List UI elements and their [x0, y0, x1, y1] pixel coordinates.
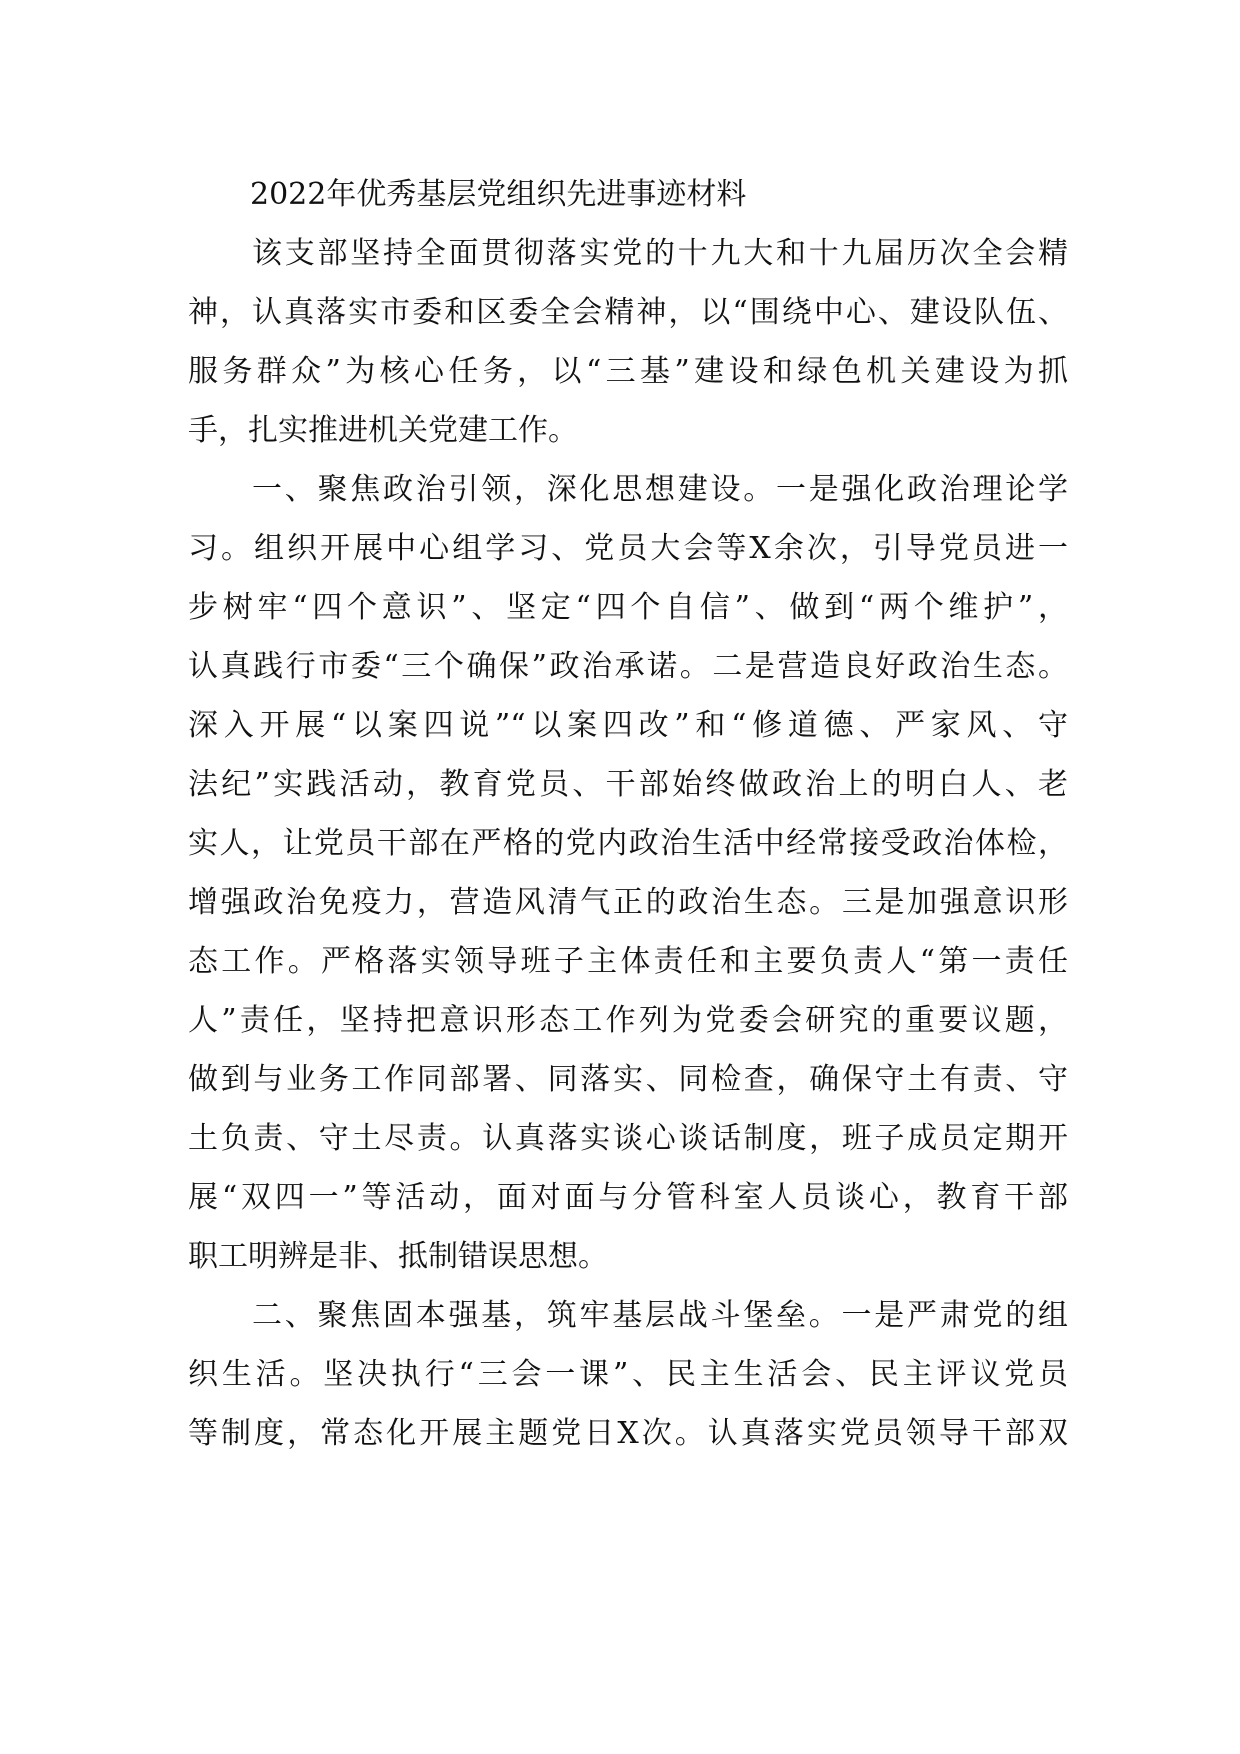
paragraph-3-line-2: 织生活。坚决执行“三会一课”、民主生活会、民主评议党员: [188, 1357, 1068, 1392]
paragraph-2-line-13: 展“双四一”等活动，面对面与分管科室人员谈心，教育干部: [188, 1180, 1068, 1215]
paragraph-1-line-2: 神，认真落实市委和区委全会精神，以“围绕中心、建设队伍、: [188, 295, 1068, 330]
paragraph-1-line-3: 服务群众”为核心任务，以“三基”建设和绿色机关建设为抓: [188, 354, 1068, 389]
paragraph-3-line-1: 二、聚焦固本强基，筑牢基层战斗堡垒。一是严肃党的组: [252, 1298, 1068, 1333]
paragraph-2-line-9: 态工作。严格落实领导班子主体责任和主要负责人“第一责任: [188, 944, 1068, 979]
paragraph-2-line-3: 步树牢“四个意识”、坚定“四个自信”、做到“两个维护”，: [188, 590, 1068, 625]
paragraph-1-line-1: 该支部坚持全面贯彻落实党的十九大和十九届历次全会精: [252, 236, 1068, 271]
paragraph-2-line-7: 实人，让党员干部在严格的党内政治生活中经常接受政治体检，: [188, 826, 1068, 861]
paragraph-2-line-2: 习。组织开展中心组学习、党员大会等X余次，引导党员进一: [188, 531, 1068, 566]
paragraph-2-line-8: 增强政治免疫力，营造风清气正的政治生态。三是加强意识形: [188, 885, 1068, 920]
paragraph-3-line-3: 等制度，常态化开展主题党日X次。认真落实党员领导干部双: [188, 1416, 1068, 1451]
document-title: 2022年优秀基层党组织先进事迹材料: [250, 177, 747, 212]
paragraph-2-line-6: 法纪”实践活动，教育党员、干部始终做政治上的明白人、老: [188, 767, 1068, 802]
paragraph-2-line-4: 认真践行市委“三个确保”政治承诺。二是营造良好政治生态。: [188, 649, 1068, 684]
paragraph-2-line-11: 做到与业务工作同部署、同落实、同检查，确保守土有责、守: [188, 1062, 1068, 1097]
paragraph-2-line-10: 人”责任，坚持把意识形态工作列为党委会研究的重要议题，: [188, 1003, 1068, 1038]
paragraph-2-line-1: 一、聚焦政治引领，深化思想建设。一是强化政治理论学: [252, 472, 1068, 507]
paragraph-1-line-4: 手，扎实推进机关党建工作。: [188, 413, 578, 448]
paragraph-2-line-14: 职工明辨是非、抵制错误思想。: [188, 1239, 608, 1274]
paragraph-2-line-12: 土负责、守土尽责。认真落实谈心谈话制度，班子成员定期开: [188, 1121, 1068, 1156]
paragraph-2-line-5: 深入开展“以案四说”“以案四改”和“修道德、严家风、守: [188, 708, 1068, 743]
